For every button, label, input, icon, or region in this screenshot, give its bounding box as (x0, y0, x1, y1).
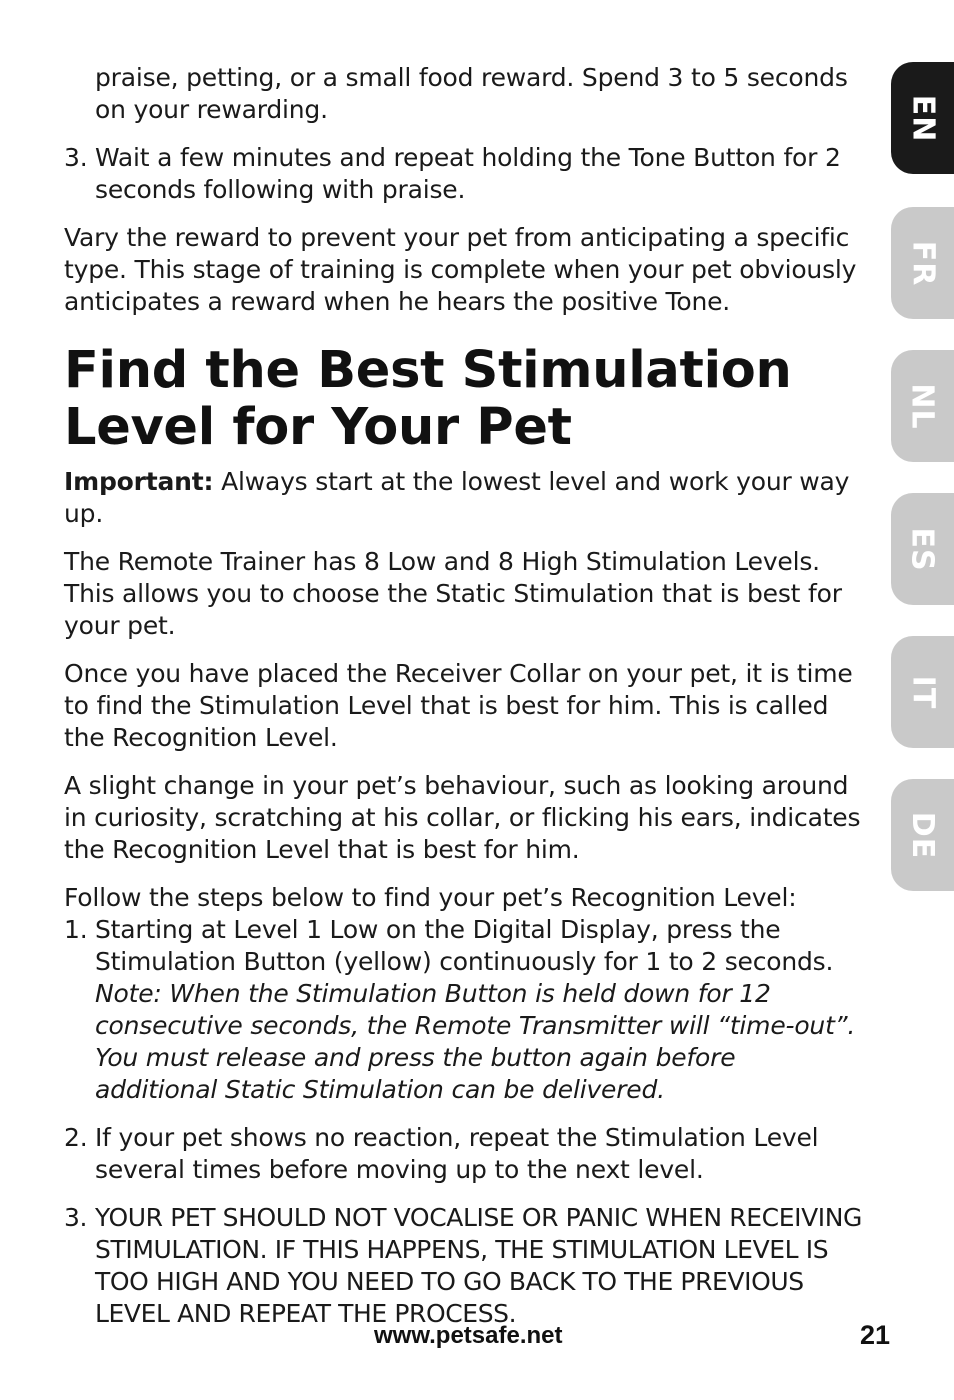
list-item-text: If your pet shows no reaction, repeat the Stimulation Level several times before moving up to the next level. (95, 1123, 819, 1184)
recognition-level-paragraph: Once you have placed the Receiver Collar on your pet, it is time to find the Stimulation Level that is best for him. This is called the Recognition Level. (64, 659, 853, 752)
stimulation-levels-paragraph: The Remote Trainer has 8 Low and 8 High Stimulation Levels. This allows you to choose the Static Stimulation that is best for your pet. (64, 547, 842, 640)
tab-nl[interactable] (891, 350, 954, 462)
footer-website: www.petsafe.net (374, 1322, 563, 1349)
steps-intro: Follow the steps below to find your pet’s Recognition Level: (64, 883, 797, 912)
tab-label: FR (905, 240, 940, 286)
list-item (64, 1202, 864, 1330)
behaviour-change-paragraph: A slight change in your pet’s behaviour, such as looking around in curiosity, scratching at his collar, or flicking his ears, indicates the Recognition Level that is best for him. (64, 771, 861, 864)
tab-fr[interactable] (891, 207, 954, 319)
list-item-text: Starting at Level 1 Low on the Digital Display, press the Stimulation Button (yellow) continuously for 1 to 2 seconds. (95, 915, 834, 976)
tab-it[interactable] (891, 636, 954, 748)
list-number: 3. (64, 143, 88, 172)
section-heading: Find the Best Stimulation Level for Your Pet (64, 341, 792, 457)
list-item (64, 142, 864, 206)
manual-page-content (64, 62, 864, 1330)
tab-label: IT (904, 675, 940, 709)
page-number: 21 (859, 1320, 890, 1350)
list-item (64, 1122, 864, 1186)
tab-en[interactable] (891, 62, 954, 174)
important-paragraph (64, 466, 864, 530)
list-number: 2. (64, 1123, 88, 1152)
list-number: 3. (64, 1203, 88, 1232)
timeout-note: Note: When the Stimulation Button is held down for 12 consecutive seconds, the Remote Transmitter will “time-out”. You must release and press the button again before additional Static Stimulation can be delivered. (95, 979, 856, 1104)
continued-step-text: praise, petting, or a small food reward. Spend 3 to 5 seconds on your rewarding. (95, 63, 848, 124)
important-text: Always start at the lowest level and work your way up. (64, 467, 850, 528)
tab-es[interactable] (891, 493, 954, 605)
list-item-text: YOUR PET SHOULD NOT VOCALISE OR PANIC WHEN RECEIVING STIMULATION. IF THIS HAPPENS, THE STIMULATION LEVEL IS TOO HIGH AND YOU NEED TO GO BACK TO THE PREVIOUS LEVEL AND REPEAT THE PROCESS. (95, 1203, 863, 1328)
list-item (64, 914, 864, 1106)
list-number: 1. (64, 915, 88, 944)
tab-de[interactable] (891, 779, 954, 891)
tab-label: NL (904, 382, 940, 430)
tab-label: DE (905, 811, 940, 859)
list-item-text: Wait a few minutes and repeat holding the Tone Button for 2 seconds following with praise. (95, 143, 841, 204)
tab-label: ES (904, 526, 940, 572)
vary-reward-paragraph: Vary the reward to prevent your pet from anticipating a specific type. This stage of training is complete when your pet obviously anticipates a reward when he hears the positive Tone. (64, 223, 857, 316)
important-label: Important: (64, 467, 214, 496)
tab-label: EN (904, 94, 940, 142)
